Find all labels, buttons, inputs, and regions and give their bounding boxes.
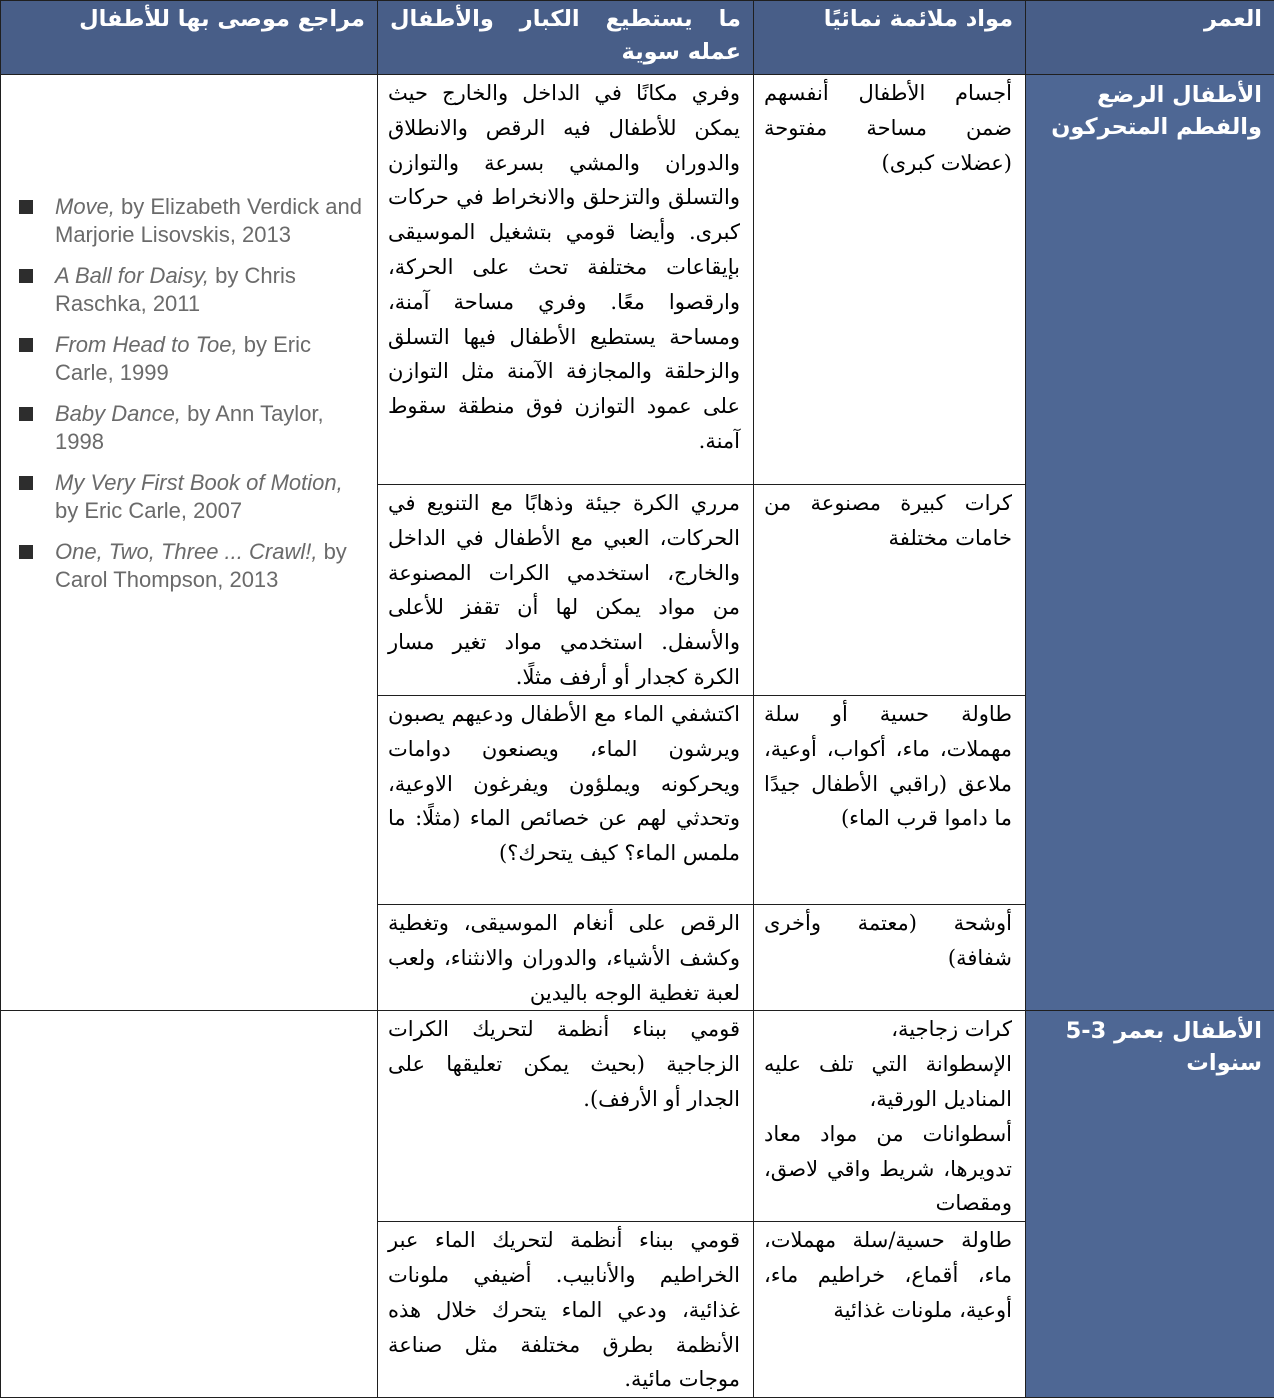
header-references: مراجع موصى بها للأطفال xyxy=(1,1,378,75)
square-bullet-icon xyxy=(19,338,33,352)
list-item: Baby Dance, by Ann Taylor, 1998 xyxy=(19,400,367,455)
header-activities: ما يستطيع الكبار والأطفال عمله سوية xyxy=(378,1,754,75)
list-item: Move, by Elizabeth Verdick and Marjorie Lisovskis, 2013 xyxy=(19,193,367,248)
header-age: العمر xyxy=(1026,1,1274,75)
list-item: My Very First Book of Motion, by Eric Carle, 2007 xyxy=(19,469,367,524)
activity-cell: قومي ببناء أنظمة لتحريك الماء عبر الخراطيم والأنابيب. أضيفي ملونات غذائية، ودعي الماء يتحرك خلال هذه الأنظمة بطرق مختلفة مثل صناعة موجات مائية. xyxy=(378,1222,754,1398)
list-item: One, Two, Three ... Crawl!, by Carol Thompson, 2013 xyxy=(19,538,367,593)
square-bullet-icon xyxy=(19,476,33,490)
square-bullet-icon xyxy=(19,407,33,421)
activity-cell: اكتشفي الماء مع الأطفال ودعيهم يصبون ويرشون الماء، ويصنعون دوامات ويحركونه ويملؤون ويفرغون الاوعية، وتحدثي لهم عن خصائص الماء (مثلًا: ما ملمس الماء؟ كيف يتحرك؟) xyxy=(378,696,754,905)
references-cell-empty xyxy=(1,1011,378,1398)
square-bullet-icon xyxy=(19,269,33,283)
list-item: A Ball for Daisy, by Chris Raschka, 2011 xyxy=(19,262,367,317)
age-cell-toddlers: الأطفال الرضع والفطم المتحركون xyxy=(1026,75,1274,1011)
material-cell: طاولة حسية/سلة مهملات، ماء، أقماع، خراطيم ماء، أوعية، ملونات غذائية xyxy=(754,1222,1026,1398)
table-row xyxy=(1,75,1274,485)
square-bullet-icon xyxy=(19,545,33,559)
list-item: From Head to Toe, by Eric Carle, 1999 xyxy=(19,331,367,386)
header-row xyxy=(1,1,1274,75)
table-row xyxy=(1,1011,1274,1222)
material-cell: كرات زجاجية، الإسطوانة التي تلف عليه المناديل الورقية، أسطوانات من مواد معاد تدويرها، شريط واقي لاصق، ومقصات xyxy=(754,1011,1026,1222)
activity-cell: مرري الكرة جيئة وذهابًا مع التنويع في الحركات، العبي مع الأطفال في الداخل والخارج، استخدمي الكرات المصنوعة من مواد يمكن لها أن تقفز للأعلى والأسفل. استخدمي مواد تغير مسار الكرة كجدار أو أرفف مثلًا. xyxy=(378,485,754,696)
activity-cell: وفري مكانًا في الداخل والخارج حيث يمكن للأطفال فيه الرقص والانطلاق والدوران والمشي بسرعة والتوازن والتسلق والتزحلق والانخراط في حركات كبرى. وأيضا قومي بتشغيل الموسيقى بإيقاعات مختلفة تحث على الحركة، وارقصوا معًا. وفري مساحة آمنة، ومساحة يستطيع الأطفال فيها التسلق والزحلقة والمجازفة الآمنة مثل التوازن على عمود التوازن فوق منطقة سقوط آمنة. xyxy=(378,75,754,485)
age-cell-preschool: الأطفال بعمر 3-5 سنوات xyxy=(1026,1011,1274,1398)
material-cell: طاولة حسية أو سلة مهملات، ماء، أكواب، أوعية، ملاعق (راقبي الأطفال جيدًا ما داموا قرب الماء) xyxy=(754,696,1026,905)
square-bullet-icon xyxy=(19,200,33,214)
references-cell xyxy=(1,75,378,1011)
activity-cell: قومي ببناء أنظمة لتحريك الكرات الزجاجية (بحيث يمكن تعليقها على الجدار أو الأرفف). xyxy=(378,1011,754,1222)
material-cell: كرات كبيرة مصنوعة من خامات مختلفة xyxy=(754,485,1026,696)
activity-cell: الرقص على أنغام الموسيقى، وتغطية وكشف الأشياء، والدوران والانثناء، ولعب لعبة تغطية الوجه باليدين xyxy=(378,905,754,1011)
references-list xyxy=(1,75,377,593)
material-cell: أوشحة (معتمة وأخرى شفافة) xyxy=(754,905,1026,1011)
material-cell: أجسام الأطفال أنفسهم ضمن مساحة مفتوحة (عضلات كبرى) xyxy=(754,75,1026,485)
header-materials: مواد ملائمة نمائيًا xyxy=(754,1,1026,75)
